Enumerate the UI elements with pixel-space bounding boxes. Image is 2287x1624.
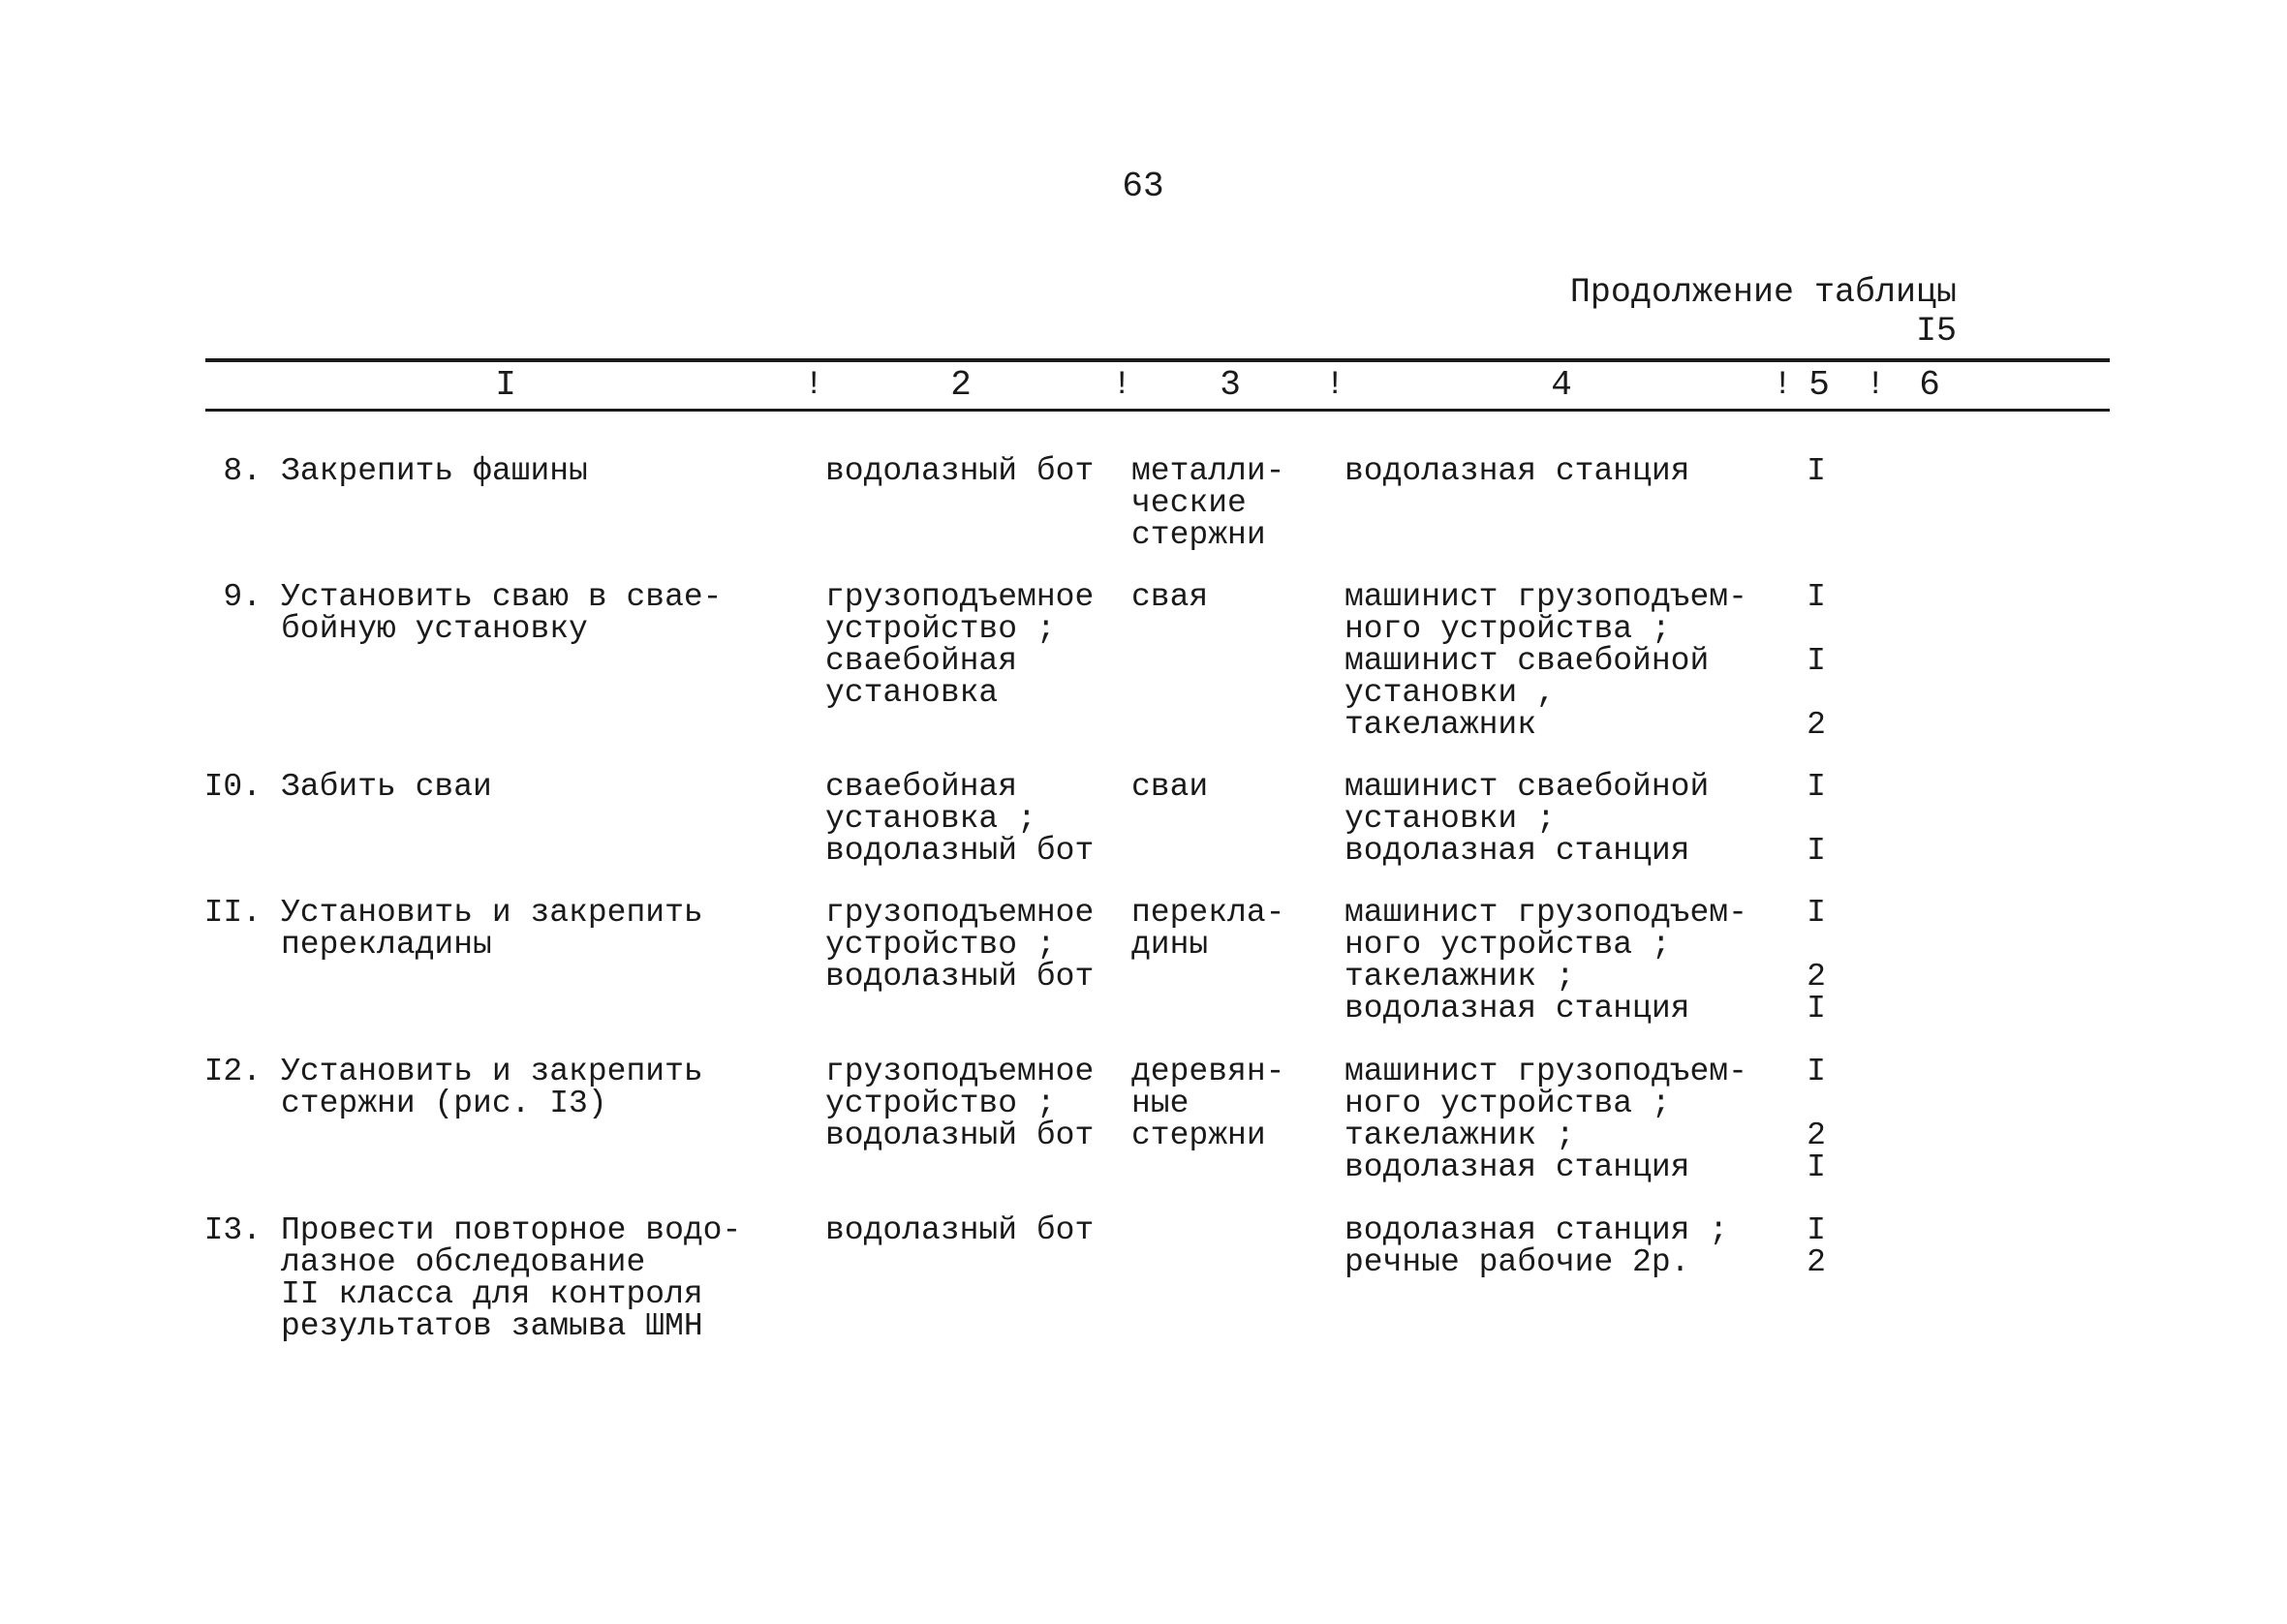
header-col-3: 3 [1220,365,1241,405]
workers-cell: машинист грузоподъем- ного устройства ; такелажник ; водолазная станция [1344,895,1747,1026]
table-top-rule [205,358,2110,362]
workers-cell: машинист сваебойной установки ; водолазная станция [1344,769,1710,869]
table-header-row [205,366,2110,405]
operation-cell: Установить сваю в сваe- бойную установку [281,579,723,647]
operation-cell: Забить сваи [281,769,492,805]
equipment-cell: сваебойная установка ; водолазный бот [825,769,1095,869]
operation-cell: Установить и закрепить стержни (рис. I3) [281,1054,703,1121]
count-cell: I 2 [1807,1212,1826,1280]
operation-cell: Провести повторное водо- лазное обследование II класса для контроля результатов замыва ШМН [281,1212,742,1344]
workers-cell: машинист грузоподъем- ного устройства ; такелажник ; водолазная станция [1344,1054,1747,1185]
equipment-cell: грузоподъемное устройство ; водолазный бот [825,895,1095,995]
page-number: 63 [1122,167,1164,206]
header-separator: ! [1112,367,1132,404]
materials-cell: сваи [1131,769,1209,805]
header-col-6: 6 [1919,365,1940,405]
materials-cell: деревян- ные стержни [1131,1054,1285,1153]
header-separator: ! [1866,367,1886,404]
row-number: I0. [203,769,262,805]
row-number: II. [203,895,262,931]
workers-cell: машинист грузоподъем- ного устройства ; машинист сваебойной установки , такелажник [1344,579,1747,743]
header-col-4: 4 [1551,365,1572,405]
equipment-cell: водолазный бот [825,453,1095,489]
header-col-2: 2 [950,365,972,405]
table-header-rule [205,409,2110,412]
row-number: I3. [203,1212,262,1248]
materials-cell: свая [1131,579,1209,615]
count-cell: I I [1807,769,1826,869]
header-col-1: I [495,365,516,405]
materials-cell: металли- ческие стержни [1131,453,1285,553]
workers-cell: водолазная станция ; речные рабочие 2р. [1344,1212,1729,1280]
header-separator: ! [1773,367,1793,404]
count-cell: I 2 I [1807,1054,1826,1185]
table-caption: Продолжение таблицы I5 [1569,273,1957,351]
header-separator: ! [804,367,824,404]
operation-cell: Закрепить фашины [281,453,588,489]
header-col-5: 5 [1808,365,1830,405]
workers-cell: водолазная станция [1344,453,1690,489]
equipment-cell: грузоподъемное устройство ; водолазный бот [825,1054,1095,1153]
operation-cell: Установить и закрепить перекладины [281,895,703,963]
materials-cell: перекла- дины [1131,895,1285,963]
count-cell: I [1807,453,1826,489]
equipment-cell: грузоподъемное устройство ; сваебойная установка [825,579,1095,711]
equipment-cell: водолазный бот [825,1212,1095,1248]
row-number: I2. [203,1054,262,1089]
row-number: 9. [223,579,262,615]
count-cell: I 2 I [1807,895,1826,1026]
header-separator: ! [1325,367,1345,404]
count-cell: I I 2 [1807,579,1826,743]
row-number: 8. [223,453,262,489]
